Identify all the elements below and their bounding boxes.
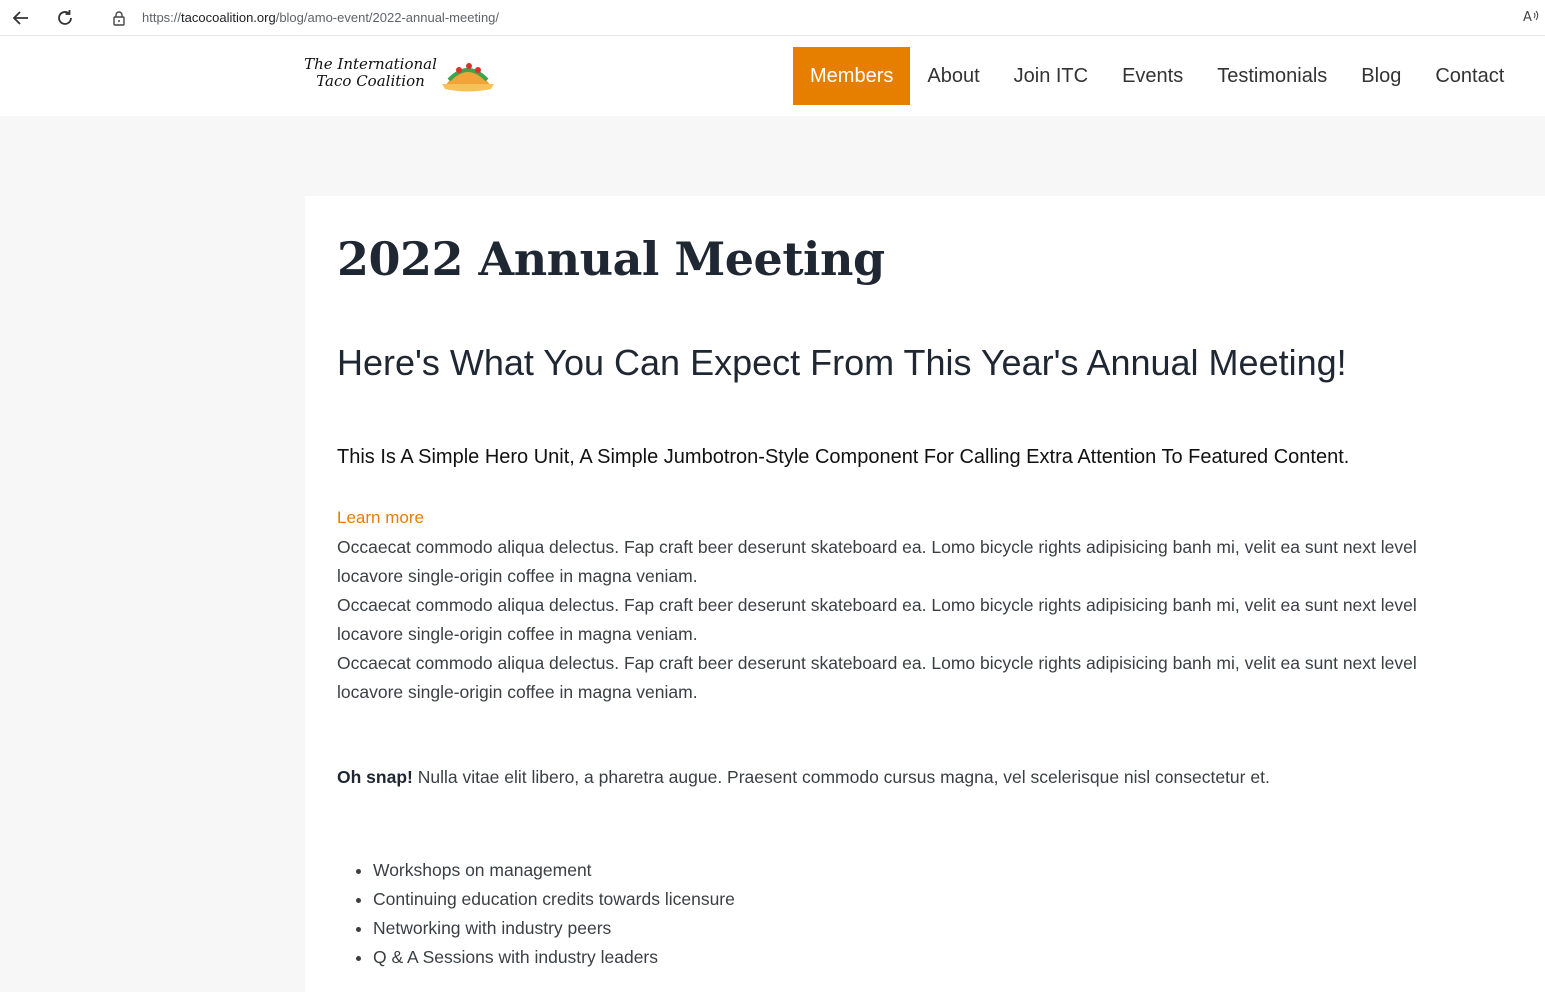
taco-icon	[439, 56, 497, 96]
nav-about[interactable]: About	[927, 64, 980, 87]
url-prefix: https://	[142, 10, 182, 25]
url-text[interactable]	[142, 10, 499, 25]
logo-line-1: The International	[304, 55, 437, 73]
reload-icon[interactable]	[52, 5, 78, 31]
body-paragraph: Occaecat commodo aliqua delectus. Fap craft beer deserunt skateboard ea. Lomo bicycle rights adipisicing banh mi, velit ea sunt next level locavore single-origin coffee in magna veniam.	[337, 537, 1417, 586]
main-nav	[793, 47, 1521, 105]
alert-strong: Oh snap!	[337, 767, 413, 787]
list-item: • Networking with industry peers	[373, 914, 735, 943]
lock-icon[interactable]	[112, 10, 126, 26]
body-paragraph: Occaecat commodo aliqua delectus. Fap craft beer deserunt skateboard ea. Lomo bicycle rights adipisicing banh mi, velit ea sunt next level locavore single-origin coffee in magna veniam.	[337, 653, 1417, 702]
browser-toolbar	[0, 0, 1545, 36]
address-bar[interactable]	[92, 3, 1545, 32]
site-logo[interactable]	[303, 56, 498, 100]
list-item: • Workshops on management	[373, 856, 735, 885]
nav-contact[interactable]: Contact	[1435, 64, 1505, 87]
content-card	[305, 196, 1545, 992]
logo-line-2: Taco Coalition	[316, 72, 425, 90]
logo-text	[303, 56, 438, 90]
learn-more-link[interactable]: Learn more	[337, 508, 424, 527]
read-aloud-icon[interactable]	[1523, 9, 1539, 27]
body-paragraphs	[337, 533, 1467, 707]
nav-events[interactable]: Events	[1122, 64, 1184, 87]
url-domain: tacocoalition.org	[181, 10, 276, 25]
nav-testimonials[interactable]: Testimonials	[1217, 64, 1328, 87]
site-header	[0, 36, 1545, 116]
url-path: /blog/amo-event/2022-annual-meeting/	[275, 10, 500, 25]
list-item: • Continuing education credits towards licensure	[373, 885, 735, 914]
nav-members[interactable]: Members	[793, 47, 910, 105]
alert-text: Nulla vitae elit libero, a pharetra augue. Praesent commodo cursus magna, vel scelerisque nisl consectetur et.	[412, 767, 1270, 787]
feature-list	[337, 856, 735, 972]
hero-lead: This Is A Simple Hero Unit, A Simple Jumbotron-Style Component For Calling Extra Attention To Featured Content.	[337, 446, 1350, 468]
nav-blog[interactable]: Blog	[1361, 64, 1402, 87]
nav-join-itc[interactable]: Join ITC	[1013, 64, 1089, 87]
back-arrow-icon[interactable]	[8, 5, 34, 31]
body-paragraph: Occaecat commodo aliqua delectus. Fap craft beer deserunt skateboard ea. Lomo bicycle rights adipisicing banh mi, velit ea sunt next level locavore single-origin coffee in magna veniam.	[337, 595, 1417, 644]
page-title: 2022 Annual Meeting	[337, 232, 885, 286]
list-item: • Q & A Sessions with industry leaders	[373, 943, 735, 972]
alert-message	[337, 767, 1270, 788]
svg-text:A: A	[1523, 10, 1532, 23]
page-subtitle: Here's What You Can Expect From This Year's Annual Meeting!	[337, 342, 1347, 383]
